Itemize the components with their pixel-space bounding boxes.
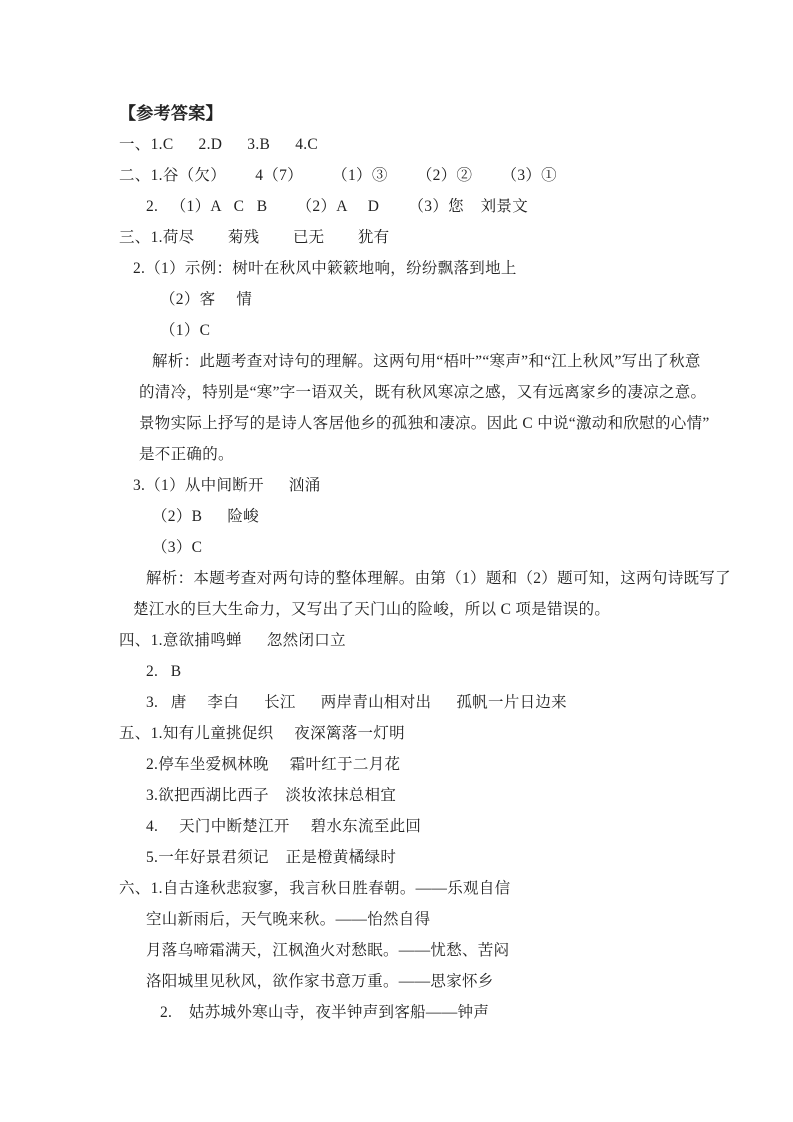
answer-line-section3-item3-2: （2）B 险峻 (152, 508, 259, 525)
page-title: 【参考答案】 (119, 104, 223, 123)
answer-line-section6-item1-2: 空山新雨后，天气晚来秋。——怡然自得 (146, 911, 431, 928)
answer-line-section2-item2: 2. （1）A C B （2）A D （3）您 刘景文 (146, 198, 529, 215)
analysis-1-line2: 的清冷，特别是“寒”字一语双关，既有秋风寒凉之感，又有远离家乡的凄凉之意。 (139, 384, 707, 401)
answer-line-section2-item1: 二、1.谷（欠） 4（7） （1）③ （2）② （3）① (119, 167, 557, 184)
analysis-1-line1: 解析：此题考查对诗句的理解。这两句用“梧叶”“寒声”和“江上秋风”写出了秋意 (152, 353, 701, 370)
analysis-1-line3: 景物实际上抒写的是诗人客居他乡的孤独和凄凉。因此 C 中说“激动和欣慰的心情” (139, 415, 710, 432)
answer-line-section4-item3: 3. 唐 李白 长江 两岸青山相对出 孤帆一片日边来 (146, 694, 567, 711)
answer-line-section6-item1-3: 月落乌啼霜满天，江枫渔火对愁眠。——忧愁、苦闷 (146, 942, 510, 959)
answer-line-section5-item5: 5.一年好景君须记 正是橙黄橘绿时 (146, 849, 397, 866)
answer-line-section6-item1-4: 洛阳城里见秋风，欲作家书意万重。——思家怀乡 (146, 973, 494, 990)
answer-line-section3-item2-1: 2.（1）示例：树叶在秋风中簌簌地响，纷纷飘落到地上 (133, 260, 517, 277)
answer-line-section5-item4: 4. 天门中断楚江开 碧水东流至此回 (146, 818, 422, 835)
answer-line-section3-item3-3: （3）C (152, 539, 203, 556)
answer-line-section5-item1: 五、1.知有儿童挑促织 夜深篱落一灯明 (119, 725, 405, 742)
answer-line-section5-item3: 3.欲把西湖比西子 淡妆浓抹总相宜 (146, 787, 397, 804)
answer-line-section4-item2: 2. B (146, 663, 182, 680)
answer-line-section6-item2: 2. 姑苏城外寒山寺，夜半钟声到客船——钟声 (160, 1004, 490, 1021)
answer-line-section3-item2-2: （2）客 情 (160, 291, 253, 308)
analysis-1-line4: 是不正确的。 (139, 446, 234, 463)
analysis-2-line1: 解析：本题考查对两句诗的整体理解。由第（1）题和（2）题可知，这两句诗既写了 (146, 570, 731, 587)
answer-line-section6-item1-1: 六、1.自古逢秋悲寂寥，我言秋日胜春朝。——乐观自信 (119, 880, 511, 897)
answer-line-section3-item1: 三、1.荷尽 菊残 已无 犹有 (119, 229, 390, 246)
answer-line-section3-item3-1: 3.（1）从中间断开 汹涌 (133, 477, 321, 494)
answer-line-section3-item2-3: （1）C (160, 322, 211, 339)
answer-line-section5-item2: 2.停车坐爱枫林晚 霜叶红于二月花 (146, 756, 401, 773)
answer-line-section4-item1: 四、1.意欲捕鸣蝉 忽然闭口立 (119, 632, 346, 649)
analysis-2-line2: 楚江水的巨大生命力，又写出了天门山的险峻，所以 C 项是错误的。 (133, 601, 611, 618)
answer-line-section1: 一、1.C 2.D 3.B 4.C (119, 136, 319, 153)
